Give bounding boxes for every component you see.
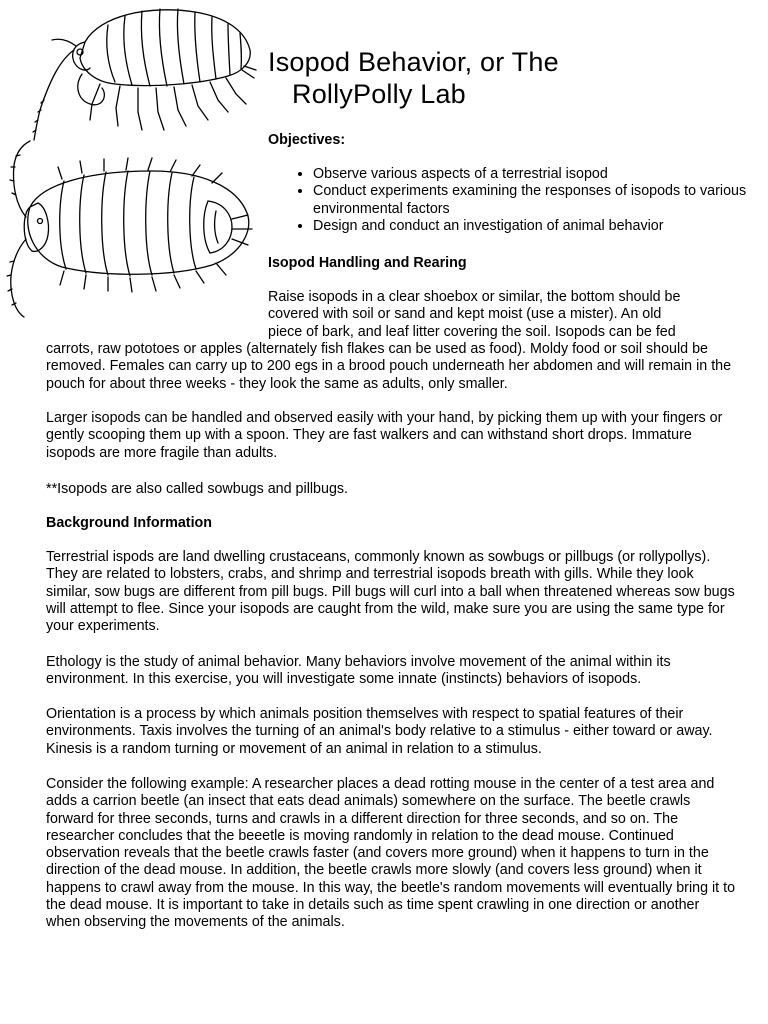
handling-heading: Isopod Handling and Rearing (268, 255, 467, 271)
background-paragraph-4: Consider the following example: A researcher places a dead rotting mouse in the center of a test area and adds a carrion beetle (an insect that eats dead animals) somewhere on the surface. The beetle crawls forward for three seconds, turns and crawls in a different direction for three seconds, and so on. The researcher concludes that the beeetle is moving randomly in relation to the dead mouse. Continued observation reveals that the beetle crawls faster (and covers more ground) when it happens to turn in the direction of the dead mouse. In addition, the beetle crawls more slowly (and covers less ground) when it happens to crawl away from the mouse. In this way, the beetle's random movements will eventually bring it to the dead mouse. It is important to take in details such as time spent crawling in one direction or another when observing the movements of the animals. (46, 776, 736, 931)
isopod-top-view-drawing (2, 135, 268, 320)
handling-note: **Isopods are also called sowbugs and pillbugs. (46, 481, 349, 497)
handling-intro-line: piece of bark, and leaf litter covering the soil. Isopods can be fed (268, 323, 676, 340)
objective-item: • Design and conduct an investigation of animal behavior (313, 218, 768, 235)
objectives-list (268, 166, 768, 235)
handling-intro-line: covered with soil or sand and kept moist (use a mister). An old (268, 306, 662, 323)
background-heading: Background Information (46, 515, 213, 531)
handling-paragraph-continuation: carrots, raw pototoes or apples (alternately fish flakes can be used as food). Moldy food or soil should be removed. Females can carry up to 200 egs in a brood pouch underneath her abdomen and will remain in the pouch for about three weeks - they look the same as adults, only smaller. (46, 341, 732, 392)
background-paragraph-3: Orientation is a process by which animals position themselves with respect to spatial features of their environments. Taxis involves the turning of an animal's body relative to a stimulus - either toward or away. Kinesis is a random turning or movement of an animal in relation to a stimulus. (46, 706, 713, 757)
page-title (268, 46, 748, 110)
background-paragraph-2: Ethology is the study of animal behavior. Many behaviors involve movement of the animal within its environment. In this exercise, you will investigate some innate (instincts) behaviors of isopods. (46, 654, 671, 688)
isopod-side-view-drawing (30, 0, 260, 150)
isopod-top-view-illustration (2, 135, 268, 320)
handling-paragraph-2: Larger isopods can be handled and observed easily with your hand, by picking them up with your fingers or gently scooping them up with a spoon. They are fast walkers and can withstand short drops. Immature isopods are more fragile than adults. (46, 410, 723, 461)
title-line-2: RollyPolly Lab (292, 79, 466, 109)
title-line-1: Isopod Behavior, or The (268, 47, 559, 77)
objective-item: • Observe various aspects of a terrestrial isopod (313, 166, 768, 183)
handling-intro-line: Raise isopods in a clear shoebox or similar, the bottom should be (268, 289, 681, 305)
objective-item: • Conduct experiments examining the responses of isopods to various environmental factors (313, 183, 768, 218)
isopod-side-view-illustration (30, 0, 260, 150)
objectives-heading: Objectives: (268, 132, 346, 148)
background-paragraph-1: Terrestrial ispods are land dwelling crustaceans, commonly known as sowbugs or pillbugs (or rollypollys). They are related to lobsters, crabs, and shrimp and terrestrial isopods breath with gills. While they look similar, sow bugs are different from pill bugs. Pill bugs will curl into a ball when threatened whereas sow bugs will attempt to flee. Since your isopods are caught from the wild, make sure you are using the same type for your experiments. (46, 549, 735, 635)
handling-intro-wrapped-lines (268, 289, 728, 341)
